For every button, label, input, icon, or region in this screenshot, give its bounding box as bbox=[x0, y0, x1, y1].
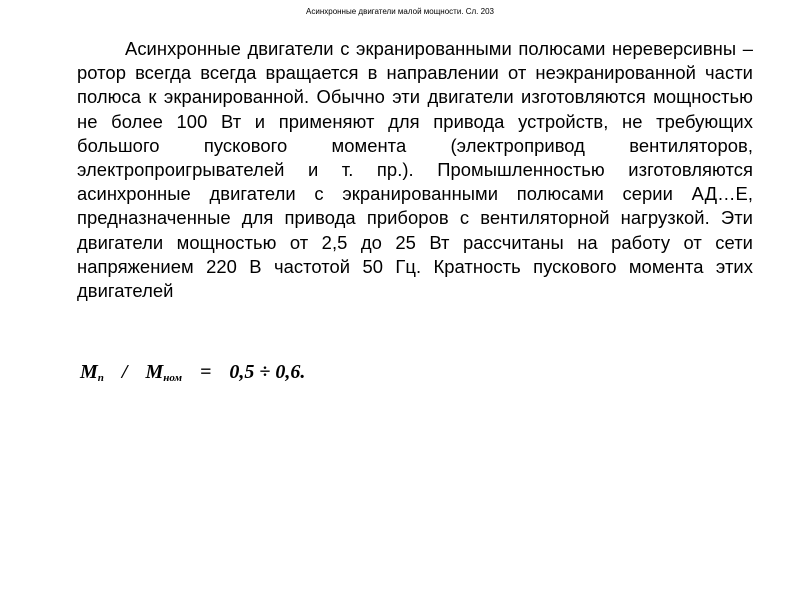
formula-denominator: M bbox=[145, 361, 164, 383]
slide-header: Асинхронные двигатели малой мощности. Сл. 203 bbox=[306, 7, 494, 16]
formula-slash: / bbox=[121, 361, 128, 383]
formula-numerator-subscript: п bbox=[97, 372, 104, 384]
body-paragraph: Асинхронные двигатели с экранированными полюсами нереверсивны – ротор всегда всегда вращается в направлении от неэкранированной части полюса к экранированной. Обычно эти двигатели изготовляются мощностью не более 100 Вт и применяют для привода устройств, не требующих большого пускового момента (электропривод вентиляторов, электропроигрывателей и т. пр.). Промышленностью изготовляются асинхронные двигатели с экранированными полюсами серии АД…Е, предназначенные для привода приборов с вентиляторной нагрузкой. Эти двигатели мощностью от 2,5 до 25 Вт рассчитаны на работу от сети напряжением 220 В частотой 50 Гц. Кратность пускового момента этих двигателей bbox=[77, 38, 753, 302]
formula-denominator-subscript: ном bbox=[163, 372, 183, 384]
starting-torque-formula bbox=[80, 359, 305, 391]
formula-value: 0,5 ÷ 0,6. bbox=[229, 361, 306, 383]
formula-equals: = bbox=[200, 361, 212, 383]
formula-numerator: M bbox=[80, 361, 98, 383]
